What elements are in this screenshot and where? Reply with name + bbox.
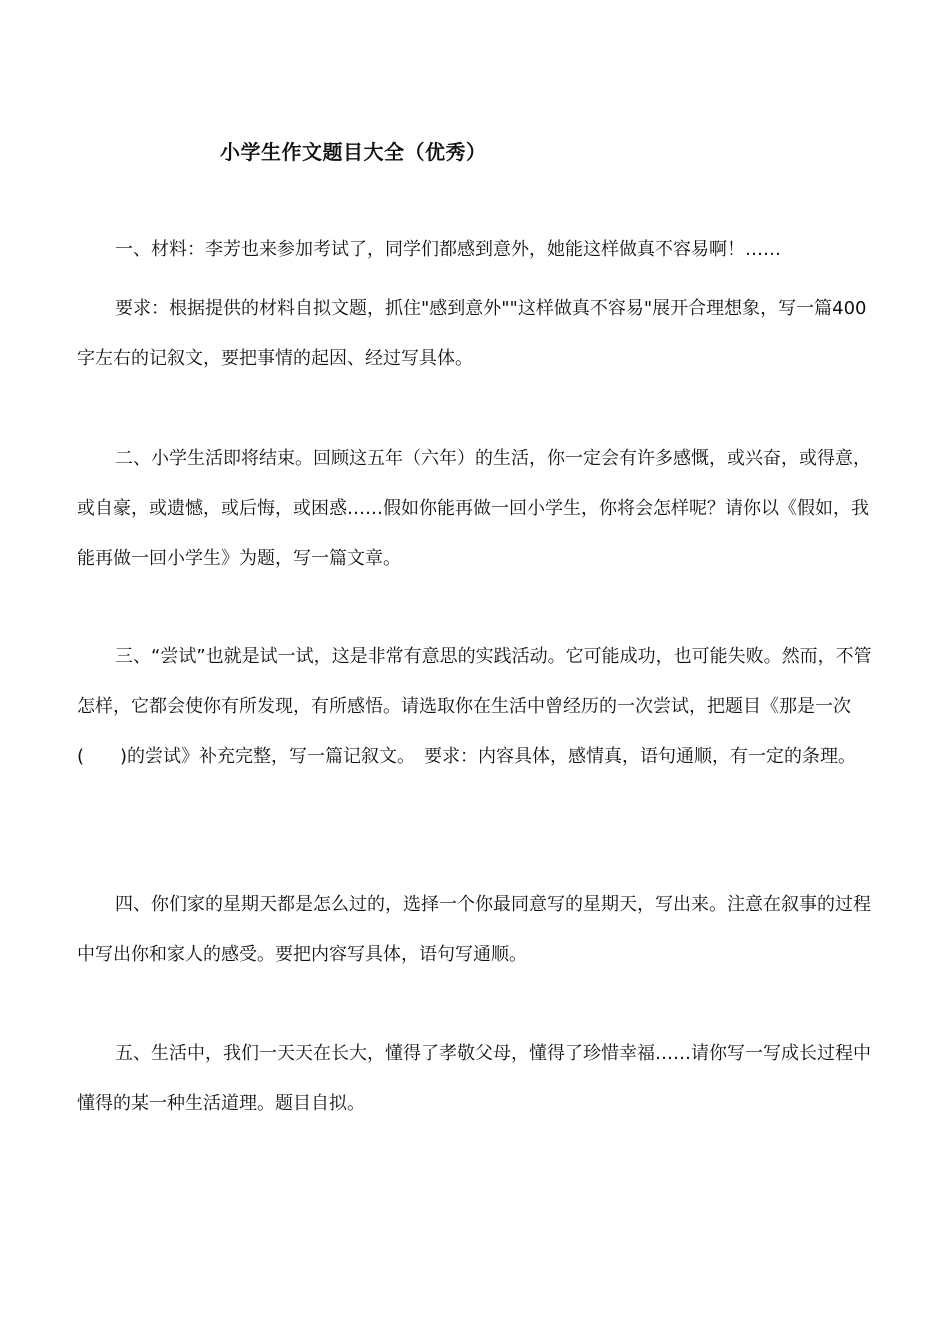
essay-prompt-5: 五、生活中，我们一天天在长大，懂得了孝敬父母，懂得了珍惜幸福……请你写一写成长过程中懂得的某一种生活道理。题目自拟。 <box>77 1043 871 1114</box>
document-title: 小学生作文题目大全（优秀） <box>220 140 487 164</box>
essay-prompt-1-material: 一、材料：李芳也来参加考试了，同学们都感到意外，她能这样做真不容易啊！…… <box>115 239 781 260</box>
essay-prompt-4: 四、你们家的星期天都是怎么过的，选择一个你最同意写的星期天，写出来。注意在叙事的过程中写出你和家人的感受。要把内容写具体，语句写通顺。 <box>77 894 871 965</box>
essay-prompt-1-requirement: 要求：根据提供的材料自拟文题，抓住"感到意外""这样做真不容易"展开合理想象，写一篇400字左右的记叙文，要把事情的起因、经过写具体。 <box>77 298 867 369</box>
essay-prompt-2: 二、小学生活即将结束。回顾这五年（六年）的生活，你一定会有许多感慨，或兴奋，或得意，或自豪，或遗憾，或后悔，或困惑……假如你能再做一回小学生，你将会怎样呢？请你以《假如，我能再做一回小学生》为题，写一篇文章。 <box>77 448 871 569</box>
essay-prompt-3: 三、“尝试”也就是试一试，这是非常有意思的实践活动。它可能成功，也可能失败。然而，不管怎样，它都会使你有所发现，有所感悟。请选取你在生活中曾经历的一次尝试，把题目《那是一次( )的尝试》补充完整，写一篇记叙文。 要求：内容具体，感情真，语句通顺，有一定的条理。 <box>77 646 872 767</box>
